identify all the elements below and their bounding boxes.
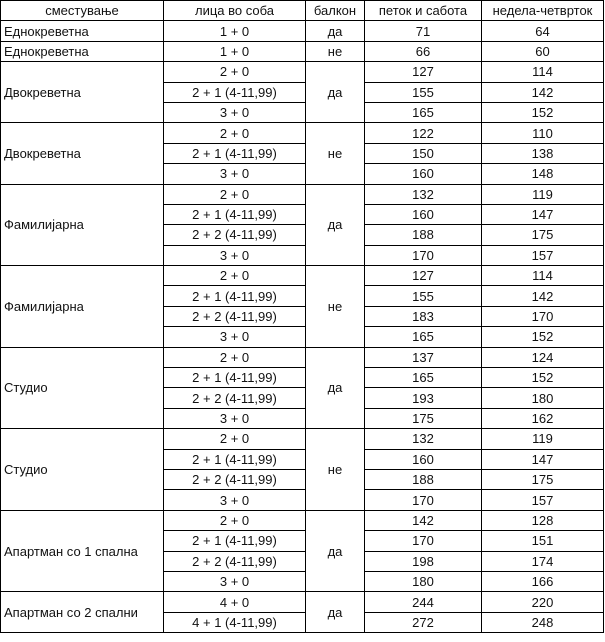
table-row xyxy=(1,429,604,449)
sun-thu-price-cell: 220 xyxy=(482,592,604,612)
fri-sat-price-cell: 132 xyxy=(365,429,482,449)
fri-sat-price-cell: 155 xyxy=(365,82,482,102)
persons-cell: 2 + 0 xyxy=(164,184,306,204)
fri-sat-price-cell: 272 xyxy=(365,612,482,632)
fri-sat-price-cell: 165 xyxy=(365,327,482,347)
persons-cell: 2 + 0 xyxy=(164,429,306,449)
balcony-cell: да xyxy=(306,592,365,633)
persons-cell: 3 + 0 xyxy=(164,164,306,184)
persons-cell: 2 + 0 xyxy=(164,123,306,143)
fri-sat-price-cell: 170 xyxy=(365,531,482,551)
fri-sat-price-cell: 198 xyxy=(365,551,482,571)
fri-sat-price-cell: 175 xyxy=(365,408,482,428)
fri-sat-price-cell: 155 xyxy=(365,286,482,306)
sun-thu-price-cell: 110 xyxy=(482,123,604,143)
table-row xyxy=(1,592,604,612)
balcony-cell: да xyxy=(306,347,365,429)
fri-sat-price-cell: 150 xyxy=(365,143,482,163)
persons-cell: 2 + 1 (4-11,99) xyxy=(164,143,306,163)
sun-thu-price-cell: 128 xyxy=(482,510,604,530)
accommodation-cell: Двокреветна xyxy=(1,62,164,123)
persons-cell: 4 + 1 (4-11,99) xyxy=(164,612,306,632)
sun-thu-price-cell: 114 xyxy=(482,266,604,286)
fri-sat-price-cell: 127 xyxy=(365,62,482,82)
sun-thu-price-cell: 175 xyxy=(482,469,604,489)
persons-cell: 2 + 2 (4-11,99) xyxy=(164,551,306,571)
fri-sat-price-cell: 165 xyxy=(365,102,482,122)
persons-cell: 3 + 0 xyxy=(164,571,306,591)
balcony-cell: да xyxy=(306,21,365,41)
accommodation-cell: Двокреветна xyxy=(1,123,164,184)
sun-thu-price-cell: 147 xyxy=(482,204,604,224)
table-body xyxy=(1,21,604,633)
fri-sat-price-cell: 180 xyxy=(365,571,482,591)
persons-cell: 3 + 0 xyxy=(164,490,306,510)
persons-cell: 2 + 1 (4-11,99) xyxy=(164,449,306,469)
header-fri-sat: петок и сабота xyxy=(365,1,482,21)
sun-thu-price-cell: 151 xyxy=(482,531,604,551)
sun-thu-price-cell: 180 xyxy=(482,388,604,408)
fri-sat-price-cell: 142 xyxy=(365,510,482,530)
sun-thu-price-cell: 142 xyxy=(482,82,604,102)
persons-cell: 2 + 0 xyxy=(164,62,306,82)
persons-cell: 2 + 0 xyxy=(164,266,306,286)
fri-sat-price-cell: 193 xyxy=(365,388,482,408)
accommodation-cell: Еднокреветна xyxy=(1,41,164,61)
fri-sat-price-cell: 170 xyxy=(365,245,482,265)
persons-cell: 3 + 0 xyxy=(164,327,306,347)
header-sun-thu: недела-четврток xyxy=(482,1,604,21)
balcony-cell: да xyxy=(306,62,365,123)
accommodation-cell: Еднокреветна xyxy=(1,21,164,41)
accommodation-cell: Апартман со 1 спална xyxy=(1,510,164,592)
fri-sat-price-cell: 188 xyxy=(365,469,482,489)
sun-thu-price-cell: 152 xyxy=(482,102,604,122)
fri-sat-price-cell: 127 xyxy=(365,266,482,286)
fri-sat-price-cell: 183 xyxy=(365,306,482,326)
header-balcony: балкон xyxy=(306,1,365,21)
sun-thu-price-cell: 119 xyxy=(482,184,604,204)
sun-thu-price-cell: 147 xyxy=(482,449,604,469)
persons-cell: 4 + 0 xyxy=(164,592,306,612)
balcony-cell: да xyxy=(306,184,365,266)
accommodation-cell: Студио xyxy=(1,429,164,511)
header-row xyxy=(1,1,604,21)
sun-thu-price-cell: 170 xyxy=(482,306,604,326)
persons-cell: 2 + 1 (4-11,99) xyxy=(164,531,306,551)
sun-thu-price-cell: 152 xyxy=(482,368,604,388)
persons-cell: 2 + 2 (4-11,99) xyxy=(164,225,306,245)
fri-sat-price-cell: 160 xyxy=(365,449,482,469)
fri-sat-price-cell: 71 xyxy=(365,21,482,41)
table-row xyxy=(1,266,604,286)
persons-cell: 2 + 2 (4-11,99) xyxy=(164,388,306,408)
table-row xyxy=(1,347,604,367)
persons-cell: 2 + 0 xyxy=(164,510,306,530)
sun-thu-price-cell: 64 xyxy=(482,21,604,41)
header-accommodation: сместување xyxy=(1,1,164,21)
sun-thu-price-cell: 124 xyxy=(482,347,604,367)
table-row xyxy=(1,41,604,61)
sun-thu-price-cell: 114 xyxy=(482,62,604,82)
sun-thu-price-cell: 175 xyxy=(482,225,604,245)
fri-sat-price-cell: 244 xyxy=(365,592,482,612)
accommodation-cell: Студио xyxy=(1,347,164,429)
balcony-cell: не xyxy=(306,41,365,61)
fri-sat-price-cell: 66 xyxy=(365,41,482,61)
sun-thu-price-cell: 138 xyxy=(482,143,604,163)
balcony-cell: не xyxy=(306,266,365,348)
fri-sat-price-cell: 165 xyxy=(365,368,482,388)
accommodation-cell: Апартман со 2 спални xyxy=(1,592,164,633)
fri-sat-price-cell: 137 xyxy=(365,347,482,367)
persons-cell: 1 + 0 xyxy=(164,41,306,61)
accommodation-cell: Фамилијарна xyxy=(1,184,164,266)
persons-cell: 2 + 1 (4-11,99) xyxy=(164,82,306,102)
fri-sat-price-cell: 122 xyxy=(365,123,482,143)
table-row xyxy=(1,21,604,41)
sun-thu-price-cell: 248 xyxy=(482,612,604,632)
sun-thu-price-cell: 148 xyxy=(482,164,604,184)
sun-thu-price-cell: 157 xyxy=(482,490,604,510)
sun-thu-price-cell: 119 xyxy=(482,429,604,449)
header-persons: лица во соба xyxy=(164,1,306,21)
fri-sat-price-cell: 170 xyxy=(365,490,482,510)
persons-cell: 2 + 2 (4-11,99) xyxy=(164,469,306,489)
persons-cell: 2 + 1 (4-11,99) xyxy=(164,368,306,388)
sun-thu-price-cell: 152 xyxy=(482,327,604,347)
balcony-cell: не xyxy=(306,429,365,511)
sun-thu-price-cell: 157 xyxy=(482,245,604,265)
persons-cell: 2 + 2 (4-11,99) xyxy=(164,306,306,326)
accommodation-cell: Фамилијарна xyxy=(1,266,164,348)
persons-cell: 2 + 1 (4-11,99) xyxy=(164,286,306,306)
balcony-cell: да xyxy=(306,510,365,592)
persons-cell: 2 + 1 (4-11,99) xyxy=(164,204,306,224)
persons-cell: 2 + 0 xyxy=(164,347,306,367)
sun-thu-price-cell: 166 xyxy=(482,571,604,591)
sun-thu-price-cell: 174 xyxy=(482,551,604,571)
table-row xyxy=(1,184,604,204)
persons-cell: 3 + 0 xyxy=(164,408,306,428)
persons-cell: 3 + 0 xyxy=(164,102,306,122)
fri-sat-price-cell: 160 xyxy=(365,204,482,224)
persons-cell: 3 + 0 xyxy=(164,245,306,265)
table-row xyxy=(1,123,604,143)
table-row xyxy=(1,62,604,82)
sun-thu-price-cell: 142 xyxy=(482,286,604,306)
sun-thu-price-cell: 162 xyxy=(482,408,604,428)
fri-sat-price-cell: 160 xyxy=(365,164,482,184)
balcony-cell: не xyxy=(306,123,365,184)
persons-cell: 1 + 0 xyxy=(164,21,306,41)
sun-thu-price-cell: 60 xyxy=(482,41,604,61)
fri-sat-price-cell: 188 xyxy=(365,225,482,245)
fri-sat-price-cell: 132 xyxy=(365,184,482,204)
table-row xyxy=(1,510,604,530)
